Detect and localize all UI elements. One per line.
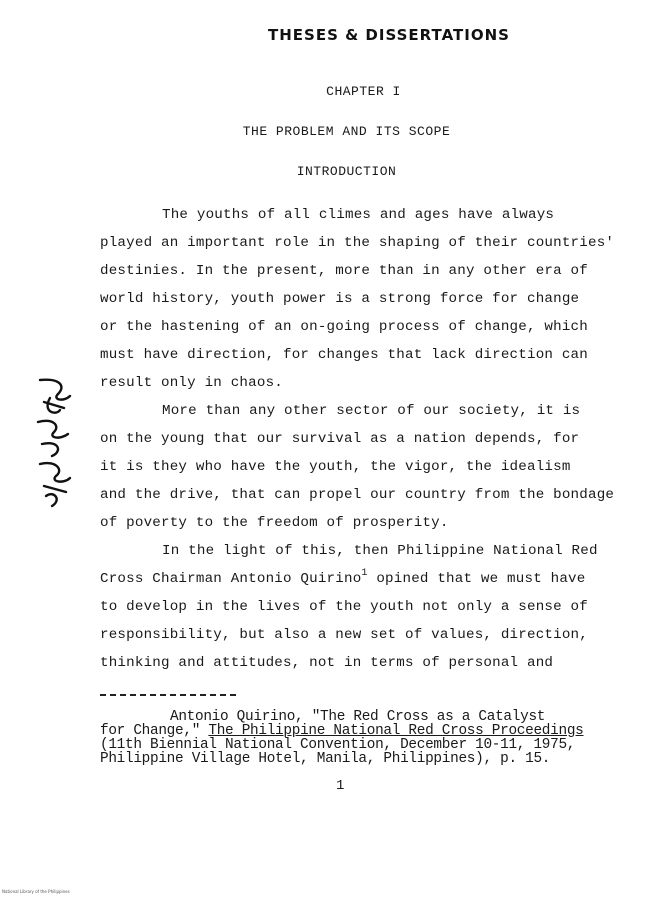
paragraph-line: to develop in the lives of the youth not only a sense of <box>100 599 588 615</box>
footnote-reference: 1 <box>361 568 368 579</box>
paragraph-line: on the young that our survival as a nation depends, for <box>100 431 580 447</box>
paragraph-line: it is they who have the youth, the vigor, the idealism <box>100 459 571 475</box>
paragraph-line: thinking and attitudes, not in terms of personal and <box>100 655 554 671</box>
footnote-line: Philippine Village Hotel, Manila, Philippines), p. 15. <box>100 751 551 767</box>
text-after-ref: opined that we must have <box>367 571 586 587</box>
paragraph-line: destinies. In the present, more than in any other era of <box>100 263 588 279</box>
paragraph-line: of poverty to the freedom of prosperity. <box>100 515 449 531</box>
paragraph-line: or the hastening of an on-going process of change, which <box>100 319 588 335</box>
footnote-source-title: The Philippine National Red Cross Proceedings <box>208 723 584 739</box>
chapter-title: THE PROBLEM AND ITS SCOPE <box>242 124 451 139</box>
paragraph-line: More than any other sector of our society, it is <box>162 403 581 419</box>
footnote-text: for Change," <box>100 723 209 739</box>
section-heading: INTRODUCTION <box>296 164 397 179</box>
scan-credit: National Library of the Philippines <box>2 889 70 894</box>
theses-stamp: THESES & DISSERTATIONS <box>268 26 510 44</box>
footnote-line: Antonio Quirino, "The Red Cross as a Catalyst <box>170 709 546 725</box>
chapter-heading: CHAPTER I <box>326 84 401 99</box>
page-number: 1 <box>336 778 345 794</box>
handwritten-annotation <box>30 372 80 512</box>
text-before-ref: Cross Chairman Antonio Quirino <box>100 571 362 587</box>
paragraph-line: In the light of this, then Philippine National Red <box>162 543 598 559</box>
paragraph-line: must have direction, for changes that lack direction can <box>100 347 588 363</box>
paragraph-line: and the drive, that can propel our country from the bondage <box>100 487 615 503</box>
paragraph-line: played an important role in the shaping of their countries' <box>100 235 615 251</box>
footnote-line <box>100 724 584 738</box>
footnote-separator <box>100 694 236 696</box>
paragraph-line-with-footnote-ref <box>100 568 586 587</box>
paragraph-line: world history, youth power is a strong force for change <box>100 291 580 307</box>
footnote-line: (11th Biennial National Convention, December 10-11, 1975, <box>100 737 576 753</box>
paragraph-line: responsibility, but also a new set of values, direction, <box>100 627 588 643</box>
paragraph-line: The youths of all climes and ages have always <box>162 207 555 223</box>
paragraph-line: result only in chaos. <box>100 375 283 391</box>
